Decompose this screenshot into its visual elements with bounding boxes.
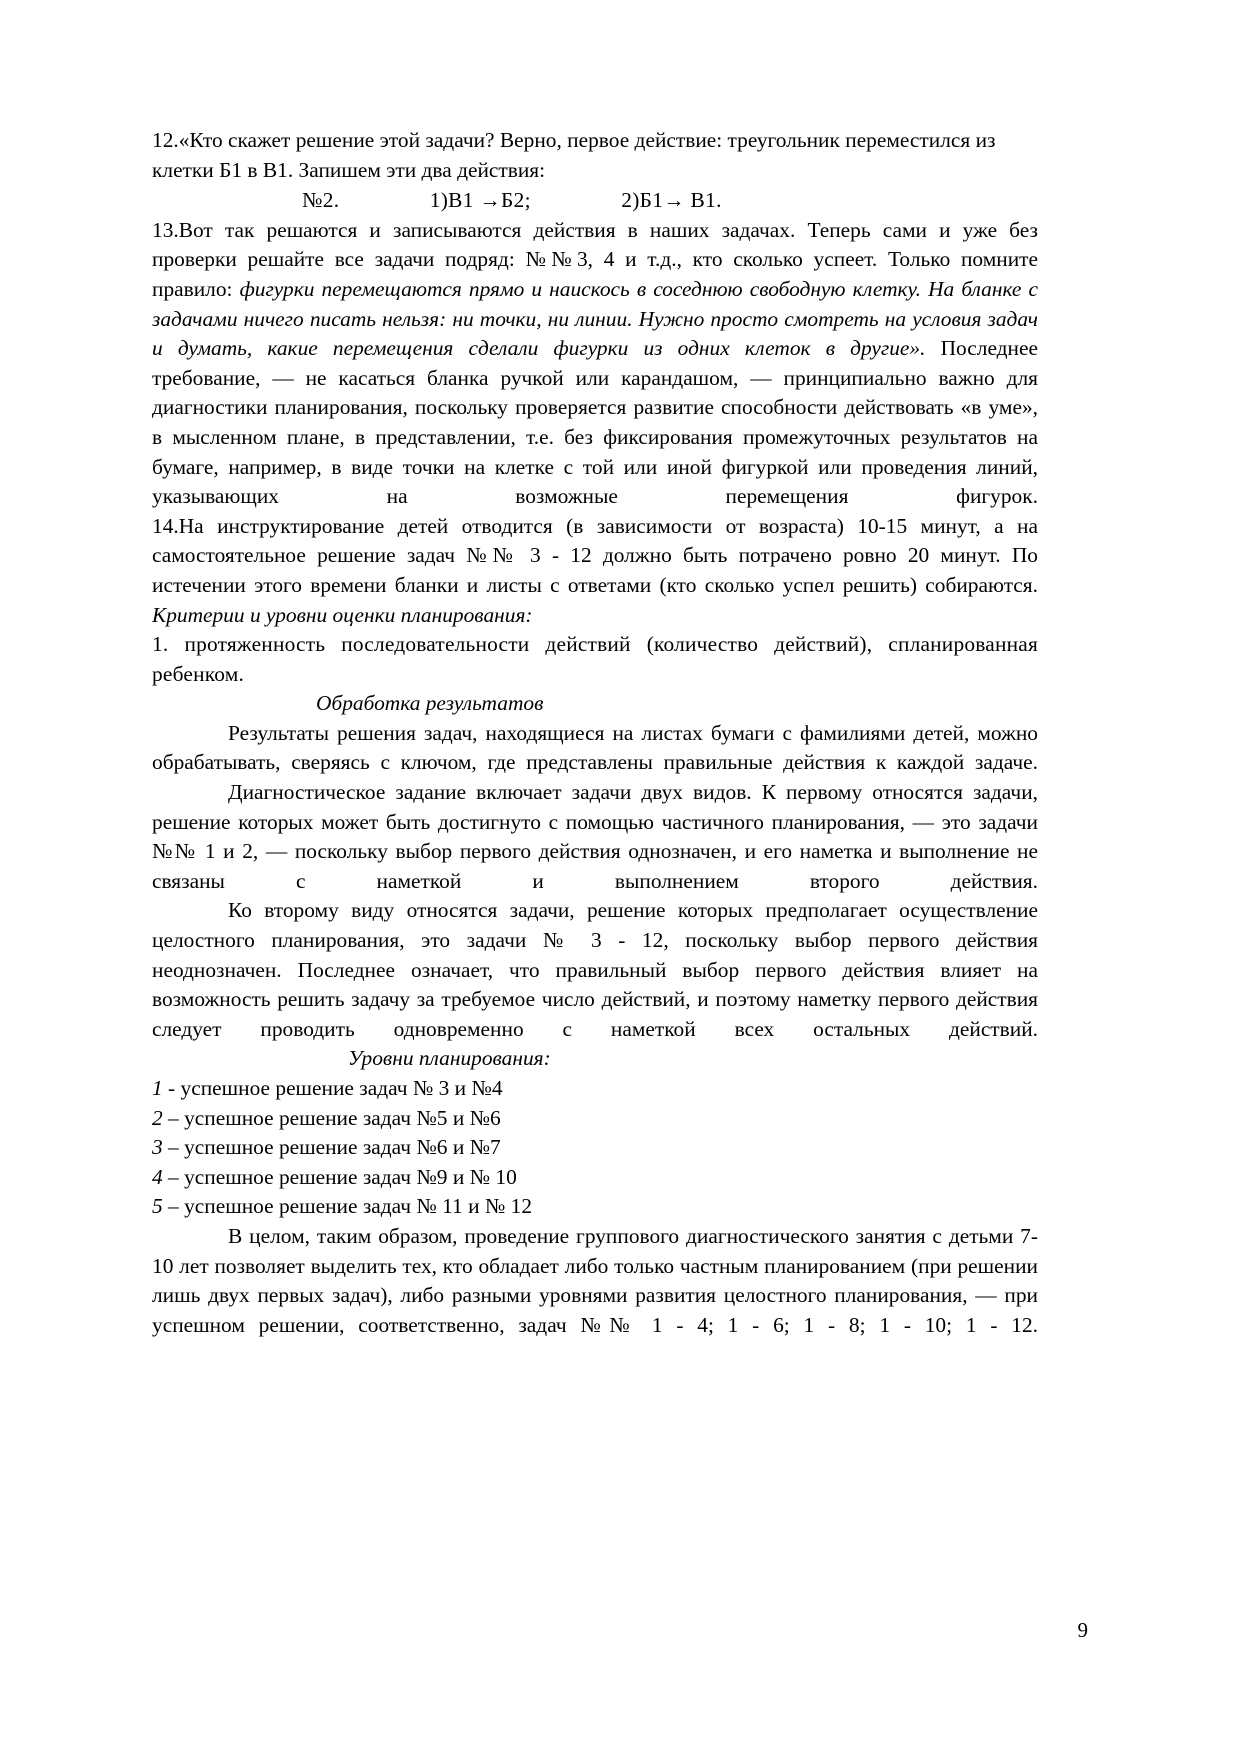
list-item bbox=[152, 1074, 1038, 1104]
paragraph-item-12: 12.«Кто скажет решение этой задачи? Верно, первое действие: треугольник переместился из клетки Б1 в В1. Запишем эти два действия: bbox=[152, 128, 996, 182]
heading-processing-results: Обработка результатов bbox=[316, 691, 544, 716]
level-text: - успешное решение задач № 3 и №4 bbox=[162, 1076, 503, 1100]
level-number: 4 bbox=[152, 1164, 163, 1189]
heading-criteria-levels: Критерии и уровни оценки планирования: bbox=[152, 602, 533, 627]
item-13-text-lead: 13.Вот так решаются и записываются действия в наших задачах. Теперь сами и уже без проверки решайте все задачи подряд: №№3, 4 и т.д., кто сколько успеет. Только помните правило: bbox=[152, 217, 1038, 301]
paragraph-processing-1: Результаты решения задач, находящиеся на листах бумаги с фамилиями детей, можно обрабатывать, сверяясь с ключом, где представлены правильные действия к каждой задаче. bbox=[152, 720, 1038, 775]
level-text: – успешное решение задач №9 и № 10 bbox=[162, 1164, 517, 1189]
level-text: – успешное решение задач № 11 и № 12 bbox=[162, 1194, 533, 1219]
paragraph-processing-2: Диагностическое задание включает задачи двух видов. К первому относятся задачи, решение которых может быть достигнуто с помощью частичного планирования, — это задачи №№ 1 и 2, — поскольку выбор первого действия однозначен, и его наметка и выполнение не связаны с наметкой и выполнением второго действия. bbox=[152, 780, 1038, 893]
level-text: – успешное решение задач №5 и №6 bbox=[162, 1105, 501, 1130]
list-item bbox=[152, 1192, 1038, 1222]
paragraph-item-13 bbox=[152, 216, 1038, 512]
page-content bbox=[152, 126, 1038, 1340]
item-13-text-tail: Последнее требование, — не касаться бланка ручкой или карандашом, — принципиально важно для диагностики планирования, поскольку проверяется развитие способности действовать «в уме», в мысленном плане, в представлении, т.е. без фиксирования промежуточных результатов на бумаге, например, в виде точки на клетке с той или иной фигуркой или проведения линий, указывающих на возможные перемещения фигурок. bbox=[152, 336, 1038, 509]
level-number: 3 bbox=[152, 1135, 163, 1160]
planning-levels-list bbox=[152, 1074, 1038, 1222]
level-number: 5 bbox=[152, 1194, 163, 1219]
page-number: 9 bbox=[1077, 1618, 1088, 1642]
level-number: 1 bbox=[152, 1076, 163, 1100]
formula-line-task-2: №2. 1)В1 →Б2; 2)Б1→ В1. bbox=[302, 188, 722, 213]
level-text: – успешное решение задач №6 и №7 bbox=[162, 1135, 501, 1160]
heading-planning-levels: Уровни планирования: bbox=[348, 1046, 551, 1071]
list-item bbox=[152, 1133, 1038, 1163]
item-13-rule-italic: фигурки перемещаются прямо и наискось в соседнюю свободную клетку. На бланке с задачами ничего писать нельзя: ни точки, ни линии. Нужно просто смотреть на условия задач и думать, какие перемещения сделали фигурки из одних клеток в другие». bbox=[152, 276, 1038, 361]
criteria-item-1: 1. протяженность последовательности действий (количество действий), спланированная ребенком. bbox=[152, 632, 1038, 686]
paragraph-item-14: 14.На инструктирование детей отводится (в зависимости от возраста) 10-15 минут, а на самостоятельное решение задач №№ 3 - 12 должно быть потрачено ровно 20 минут. По истечении этого времени бланки и листы с ответами (кто сколько успел решить) собираются. bbox=[152, 513, 1038, 597]
level-number: 2 bbox=[152, 1105, 163, 1130]
list-item bbox=[152, 1163, 1038, 1193]
paragraph-closing: В целом, таким образом, проведение группового диагностического занятия с детьми 7-10 лет позволяет выделить тех, кто обладает либо только частным планированием (при решении лишь двух первых задач), либо разными уровнями развития целостного планирования, — при успешном решении, соответственно, задач №№ 1 - 4; 1 - 6; 1 - 8; 1 - 10; 1 - 12. bbox=[152, 1223, 1038, 1337]
list-item bbox=[152, 1104, 1038, 1134]
paragraph-processing-3: Ко второму виду относятся задачи, решение которых предполагает осуществление целостного планирования, это задачи № 3 - 12, поскольку выбор первого действия неоднозначен. Последнее означает, что правильный выбор первого действия влияет на возможность решить задачу за требуемое число действий, и поэтому наметку первого действия следует проводить одновременно с наметкой всех остальных действий. bbox=[152, 898, 1038, 1041]
